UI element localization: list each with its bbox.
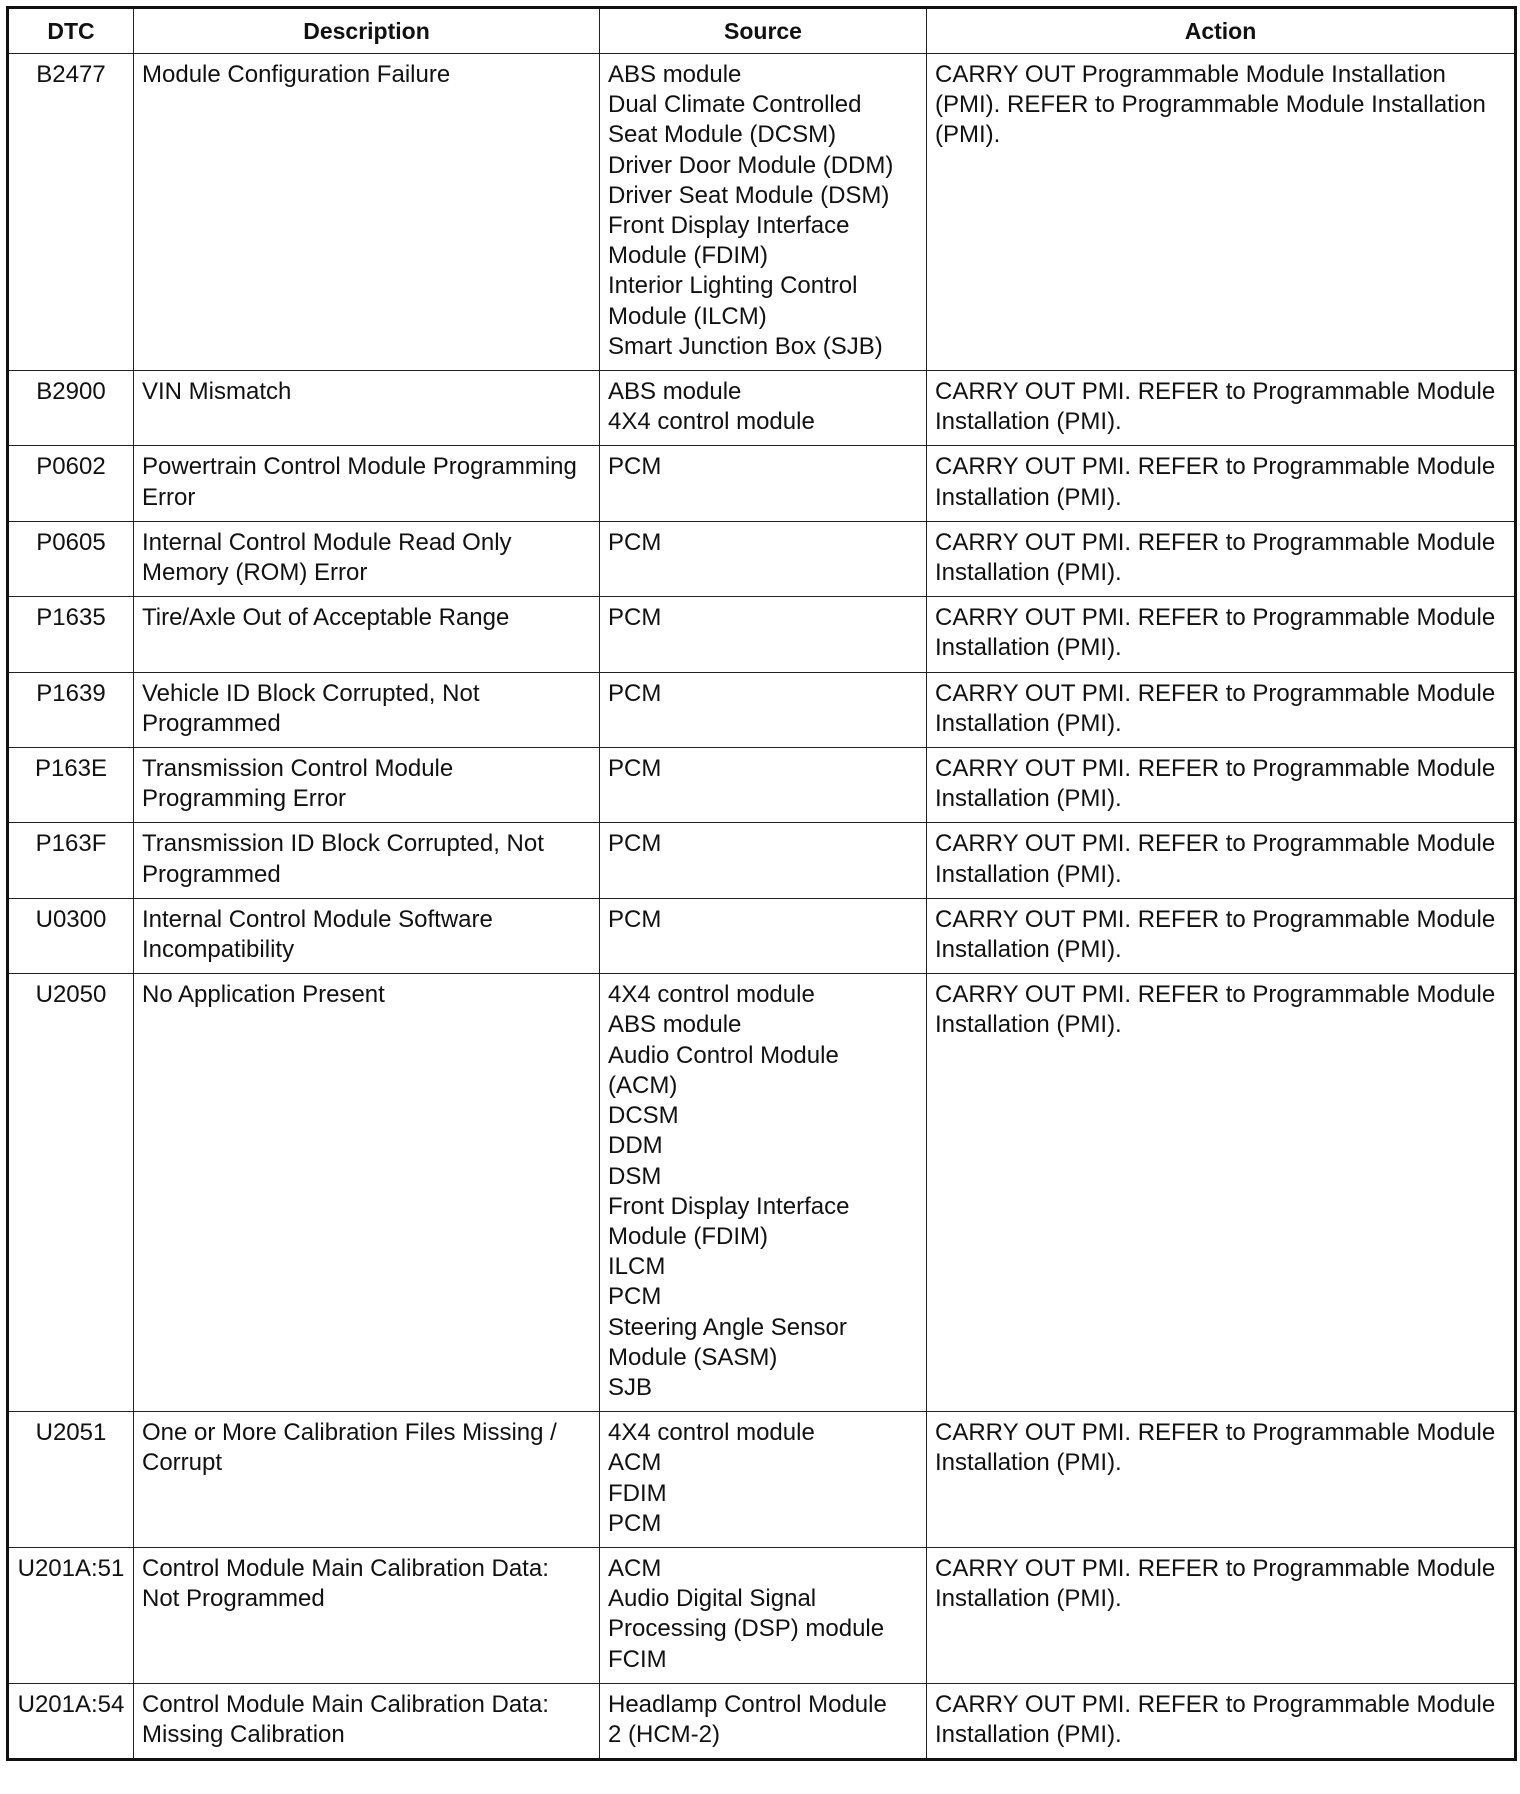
action-cell: CARRY OUT PMI. REFER to Programmable Module Installation (PMI).	[927, 521, 1516, 596]
source-line: DSM	[608, 1162, 662, 1190]
source-line: Module (FDIM)	[608, 1222, 769, 1250]
description-cell: VIN Mismatch	[134, 371, 600, 446]
description-cell: No Application Present	[134, 974, 600, 1412]
table-row	[8, 54, 1516, 371]
source-line: Interior Lighting Control	[608, 272, 858, 300]
description-cell: Transmission Control Module Programming Error	[134, 748, 600, 823]
description-cell: Tire/Axle Out of Acceptable Range	[134, 597, 600, 672]
description-cell: Control Module Main Calibration Data: Missing Calibration	[134, 1683, 600, 1759]
source-line: Module (ILCM)	[608, 302, 767, 330]
description-cell: One or More Calibration Files Missing / Corrupt	[134, 1412, 600, 1548]
source-line: DCSM	[608, 1102, 679, 1130]
table-row	[8, 974, 1516, 1412]
source-line: PCM	[608, 453, 662, 481]
table-row	[8, 898, 1516, 973]
source-line: PCM	[608, 528, 662, 556]
table-row	[8, 672, 1516, 747]
dtc-table-container	[6, 6, 1514, 1761]
source-cell	[600, 1683, 927, 1759]
source-cell	[600, 446, 927, 521]
table-row	[8, 1412, 1516, 1548]
dtc-code-cell: U201A:54	[8, 1683, 134, 1759]
dtc-code-cell: P163E	[8, 748, 134, 823]
description-cell: Transmission ID Block Corrupted, Not Programmed	[134, 823, 600, 898]
source-cell	[600, 823, 927, 898]
action-cell: CARRY OUT Programmable Module Installation (PMI). REFER to Programmable Module Installation (PMI).	[927, 54, 1516, 371]
table-row	[8, 1683, 1516, 1759]
source-line: Front Display Interface	[608, 212, 850, 240]
dtc-code-cell: B2477	[8, 54, 134, 371]
dtc-code-cell: B2900	[8, 371, 134, 446]
action-cell: CARRY OUT PMI. REFER to Programmable Module Installation (PMI).	[927, 1683, 1516, 1759]
dtc-code-cell: U201A:51	[8, 1547, 134, 1683]
action-cell: CARRY OUT PMI. REFER to Programmable Module Installation (PMI).	[927, 672, 1516, 747]
source-cell	[600, 371, 927, 446]
source-line: 4X4 control module	[608, 981, 815, 1009]
dtc-code-cell: U2051	[8, 1412, 134, 1548]
action-cell: CARRY OUT PMI. REFER to Programmable Module Installation (PMI).	[927, 823, 1516, 898]
source-line: Dual Climate Controlled	[608, 91, 862, 119]
action-cell: CARRY OUT PMI. REFER to Programmable Module Installation (PMI).	[927, 748, 1516, 823]
source-cell	[600, 597, 927, 672]
table-row	[8, 371, 1516, 446]
source-line: PCM	[608, 1509, 662, 1537]
source-line: PCM	[608, 679, 662, 707]
source-line: ACM	[608, 1449, 662, 1477]
source-cell	[600, 521, 927, 596]
source-line: Processing (DSP) module	[608, 1615, 885, 1643]
source-line: 4X4 control module	[608, 1419, 815, 1447]
source-line: Steering Angle Sensor	[608, 1313, 847, 1341]
dtc-table	[6, 6, 1517, 1761]
source-cell	[600, 898, 927, 973]
action-cell: CARRY OUT PMI. REFER to Programmable Module Installation (PMI).	[927, 898, 1516, 973]
source-line: ACM	[608, 1554, 662, 1582]
source-line: Smart Junction Box (SJB)	[608, 332, 883, 360]
table-header-row	[8, 8, 1516, 54]
action-cell: CARRY OUT PMI. REFER to Programmable Module Installation (PMI).	[927, 1412, 1516, 1548]
source-line: Front Display Interface	[608, 1192, 850, 1220]
source-line: PCM	[608, 755, 662, 783]
source-line: ABS module	[608, 61, 742, 88]
description-cell: Control Module Main Calibration Data: Not Programmed	[134, 1547, 600, 1683]
description-cell: Module Configuration Failure	[134, 54, 600, 371]
table-row	[8, 823, 1516, 898]
dtc-code-cell: P1635	[8, 597, 134, 672]
table-row	[8, 446, 1516, 521]
header-dtc: DTC	[8, 8, 134, 54]
source-line: PCM	[608, 1283, 662, 1311]
dtc-code-cell: P1639	[8, 672, 134, 747]
header-source: Source	[600, 8, 927, 54]
source-line: FCIM	[608, 1645, 667, 1673]
table-row	[8, 597, 1516, 672]
action-cell: CARRY OUT PMI. REFER to Programmable Module Installation (PMI).	[927, 371, 1516, 446]
action-cell: CARRY OUT PMI. REFER to Programmable Module Installation (PMI).	[927, 974, 1516, 1412]
header-action: Action	[927, 8, 1516, 54]
source-line: ABS module	[608, 378, 742, 406]
action-cell: CARRY OUT PMI. REFER to Programmable Module Installation (PMI).	[927, 597, 1516, 672]
source-line: 2 (HCM-2)	[608, 1720, 720, 1748]
dtc-code-cell: P0605	[8, 521, 134, 596]
source-line: Seat Module (DCSM)	[608, 121, 837, 149]
action-cell: CARRY OUT PMI. REFER to Programmable Module Installation (PMI).	[927, 1547, 1516, 1683]
source-cell	[600, 672, 927, 747]
table-body	[8, 54, 1516, 1760]
source-line: PCM	[608, 604, 662, 632]
header-description: Description	[134, 8, 600, 54]
source-cell	[600, 748, 927, 823]
description-cell: Powertrain Control Module Programming Error	[134, 446, 600, 521]
description-cell: Internal Control Module Read Only Memory (ROM) Error	[134, 521, 600, 596]
source-line: Driver Door Module (DDM)	[608, 151, 894, 179]
source-cell	[600, 1547, 927, 1683]
source-line: PCM	[608, 830, 662, 858]
table-row	[8, 521, 1516, 596]
source-line: Audio Digital Signal	[608, 1585, 817, 1613]
source-line: SJB	[608, 1373, 653, 1401]
source-line: DDM	[608, 1132, 663, 1160]
source-line: Module (FDIM)	[608, 242, 769, 270]
dtc-code-cell: P163F	[8, 823, 134, 898]
description-cell: Vehicle ID Block Corrupted, Not Programmed	[134, 672, 600, 747]
source-cell	[600, 974, 927, 1412]
source-line: 4X4 control module	[608, 408, 815, 436]
source-line: (ACM)	[608, 1071, 678, 1099]
source-line: Headlamp Control Module	[608, 1690, 887, 1718]
source-cell	[600, 54, 927, 371]
dtc-code-cell: U0300	[8, 898, 134, 973]
source-line: FDIM	[608, 1479, 667, 1507]
source-line: Module (SASM)	[608, 1343, 778, 1371]
source-line: Driver Seat Module (DSM)	[608, 181, 890, 209]
source-line: Audio Control Module	[608, 1041, 839, 1069]
source-line: ILCM	[608, 1253, 666, 1281]
source-line: ABS module	[608, 1011, 742, 1039]
source-line: PCM	[608, 905, 662, 933]
source-cell	[600, 1412, 927, 1548]
dtc-code-cell: U2050	[8, 974, 134, 1412]
table-row	[8, 748, 1516, 823]
action-cell: CARRY OUT PMI. REFER to Programmable Module Installation (PMI).	[927, 446, 1516, 521]
dtc-code-cell: P0602	[8, 446, 134, 521]
table-row	[8, 1547, 1516, 1683]
description-cell: Internal Control Module Software Incompatibility	[134, 898, 600, 973]
